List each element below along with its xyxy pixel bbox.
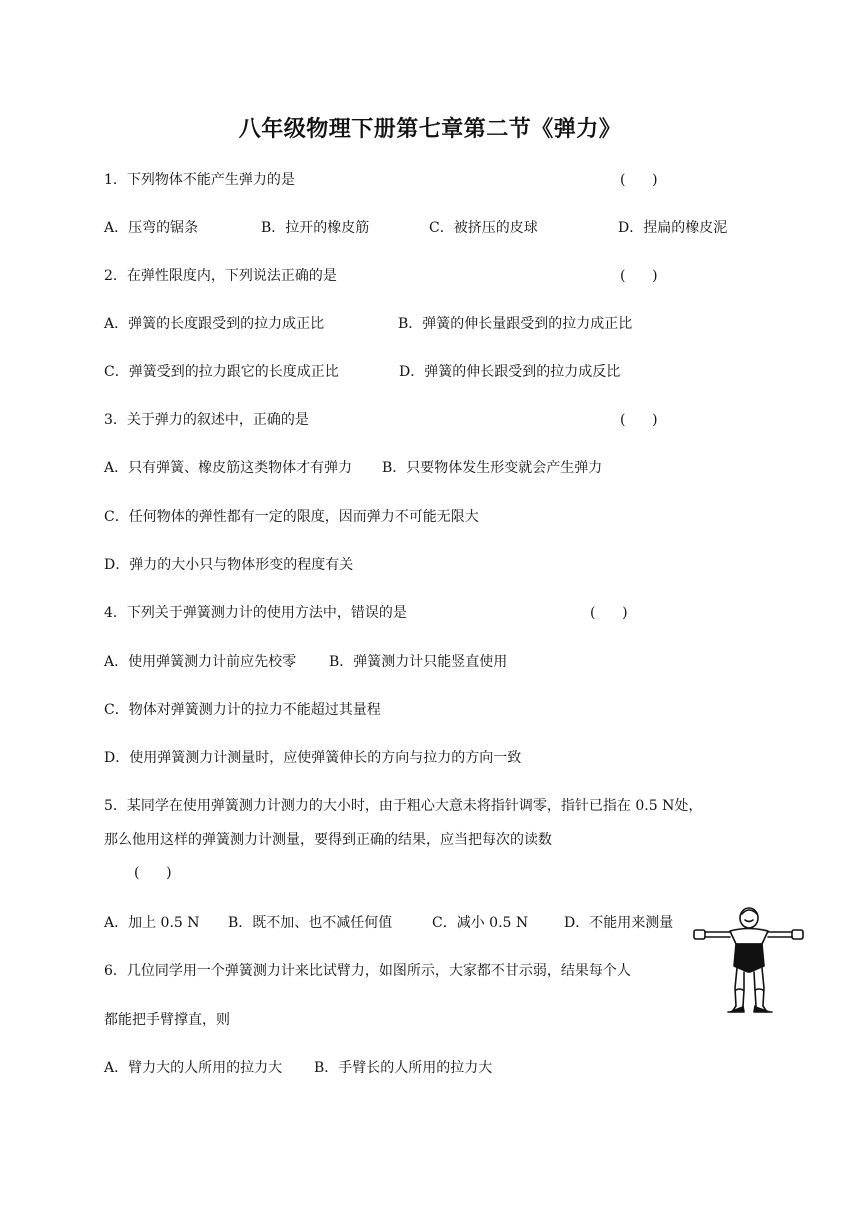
question-4-stem: 4．下列关于弹簧测力计的使用方法中，错误的是: [104, 605, 407, 621]
question-1-option-c: C．被挤压的皮球: [429, 220, 538, 236]
question-5-option-d: D．不能用来测量: [564, 915, 674, 931]
question-5-option-a: A．加上 0.5 N: [104, 915, 200, 931]
question-6-option-a: A．臂力大的人所用的拉力大: [104, 1060, 283, 1076]
question-1-option-a: A．压弯的锯条: [104, 220, 199, 236]
question-4-answer-bracket: ( ): [590, 605, 628, 621]
question-2-option-c: C．弹簧受到的拉力跟它的长度成正比: [104, 364, 339, 380]
page-title: 八年级物理下册第七章第二节《弹力》: [238, 116, 622, 142]
arm-wrestling-figure-illustration: [692, 906, 806, 1020]
question-1-stem: 1．下列物体不能产生弹力的是: [104, 172, 295, 188]
question-3-option-a: A．只有弹簧、橡皮筋这类物体才有弹力: [104, 460, 353, 476]
question-2-option-a: A．弹簧的长度跟受到的拉力成正比: [104, 316, 325, 332]
question-4-option-c: C．物体对弹簧测力计的拉力不能超过其量程: [104, 702, 381, 718]
question-4-option-a: A．使用弹簧测力计前应先校零: [104, 654, 297, 670]
question-2-stem: 2．在弹性限度内，下列说法正确的是: [104, 268, 337, 284]
question-3-option-b: B．只要物体发生形变就会产生弹力: [382, 460, 603, 476]
question-5-stem-part-2: 那么他用这样的弹簧测力计测量，要得到正确的结果，应当把每次的读数: [104, 832, 552, 848]
question-5-stem-part-1: 5．某同学在使用弹簧测力计测力的大小时，由于粗心大意未将指针调零，指针已指在 0.5 N处，: [104, 798, 703, 814]
question-6-stem-part-1: 6．几位同学用一个弹簧测力计来比试臂力，如图所示，大家都不甘示弱，结果每个人: [104, 963, 631, 979]
question-6-stem-part-2: 都能把手臂撑直，则: [104, 1012, 230, 1028]
question-1-option-b: B．拉开的橡皮筋: [261, 220, 370, 236]
question-2-option-b: B．弹簧的伸长量跟受到的拉力成正比: [398, 316, 633, 332]
question-4-option-d: D．使用弹簧测力计测量时，应使弹簧伸长的方向与拉力的方向一致: [104, 750, 522, 766]
question-5-option-c: C．减小 0.5 N: [432, 915, 529, 931]
question-3-stem: 3．关于弹力的叙述中，正确的是: [104, 412, 309, 428]
question-4-option-b: B．弹簧测力计只能竖直使用: [329, 654, 508, 670]
question-6-option-b: B．手臂长的人所用的拉力大: [314, 1060, 493, 1076]
question-2-option-d: D．弹簧的伸长跟受到的拉力成反比: [399, 364, 621, 380]
question-3-option-d: D．弹力的大小只与物体形变的程度有关: [104, 557, 354, 573]
question-5-option-b: B．既不加、也不减任何值: [228, 915, 393, 931]
question-2-answer-bracket: ( ): [620, 268, 658, 284]
question-1-option-d: D．捏扁的橡皮泥: [618, 220, 728, 236]
question-3-answer-bracket: ( ): [620, 412, 658, 428]
question-5-answer-bracket: ( ): [134, 865, 172, 881]
question-3-option-c: C．任何物体的弹性都有一定的限度，因而弹力不可能无限大: [104, 509, 479, 525]
question-1-answer-bracket: ( ): [620, 172, 658, 188]
